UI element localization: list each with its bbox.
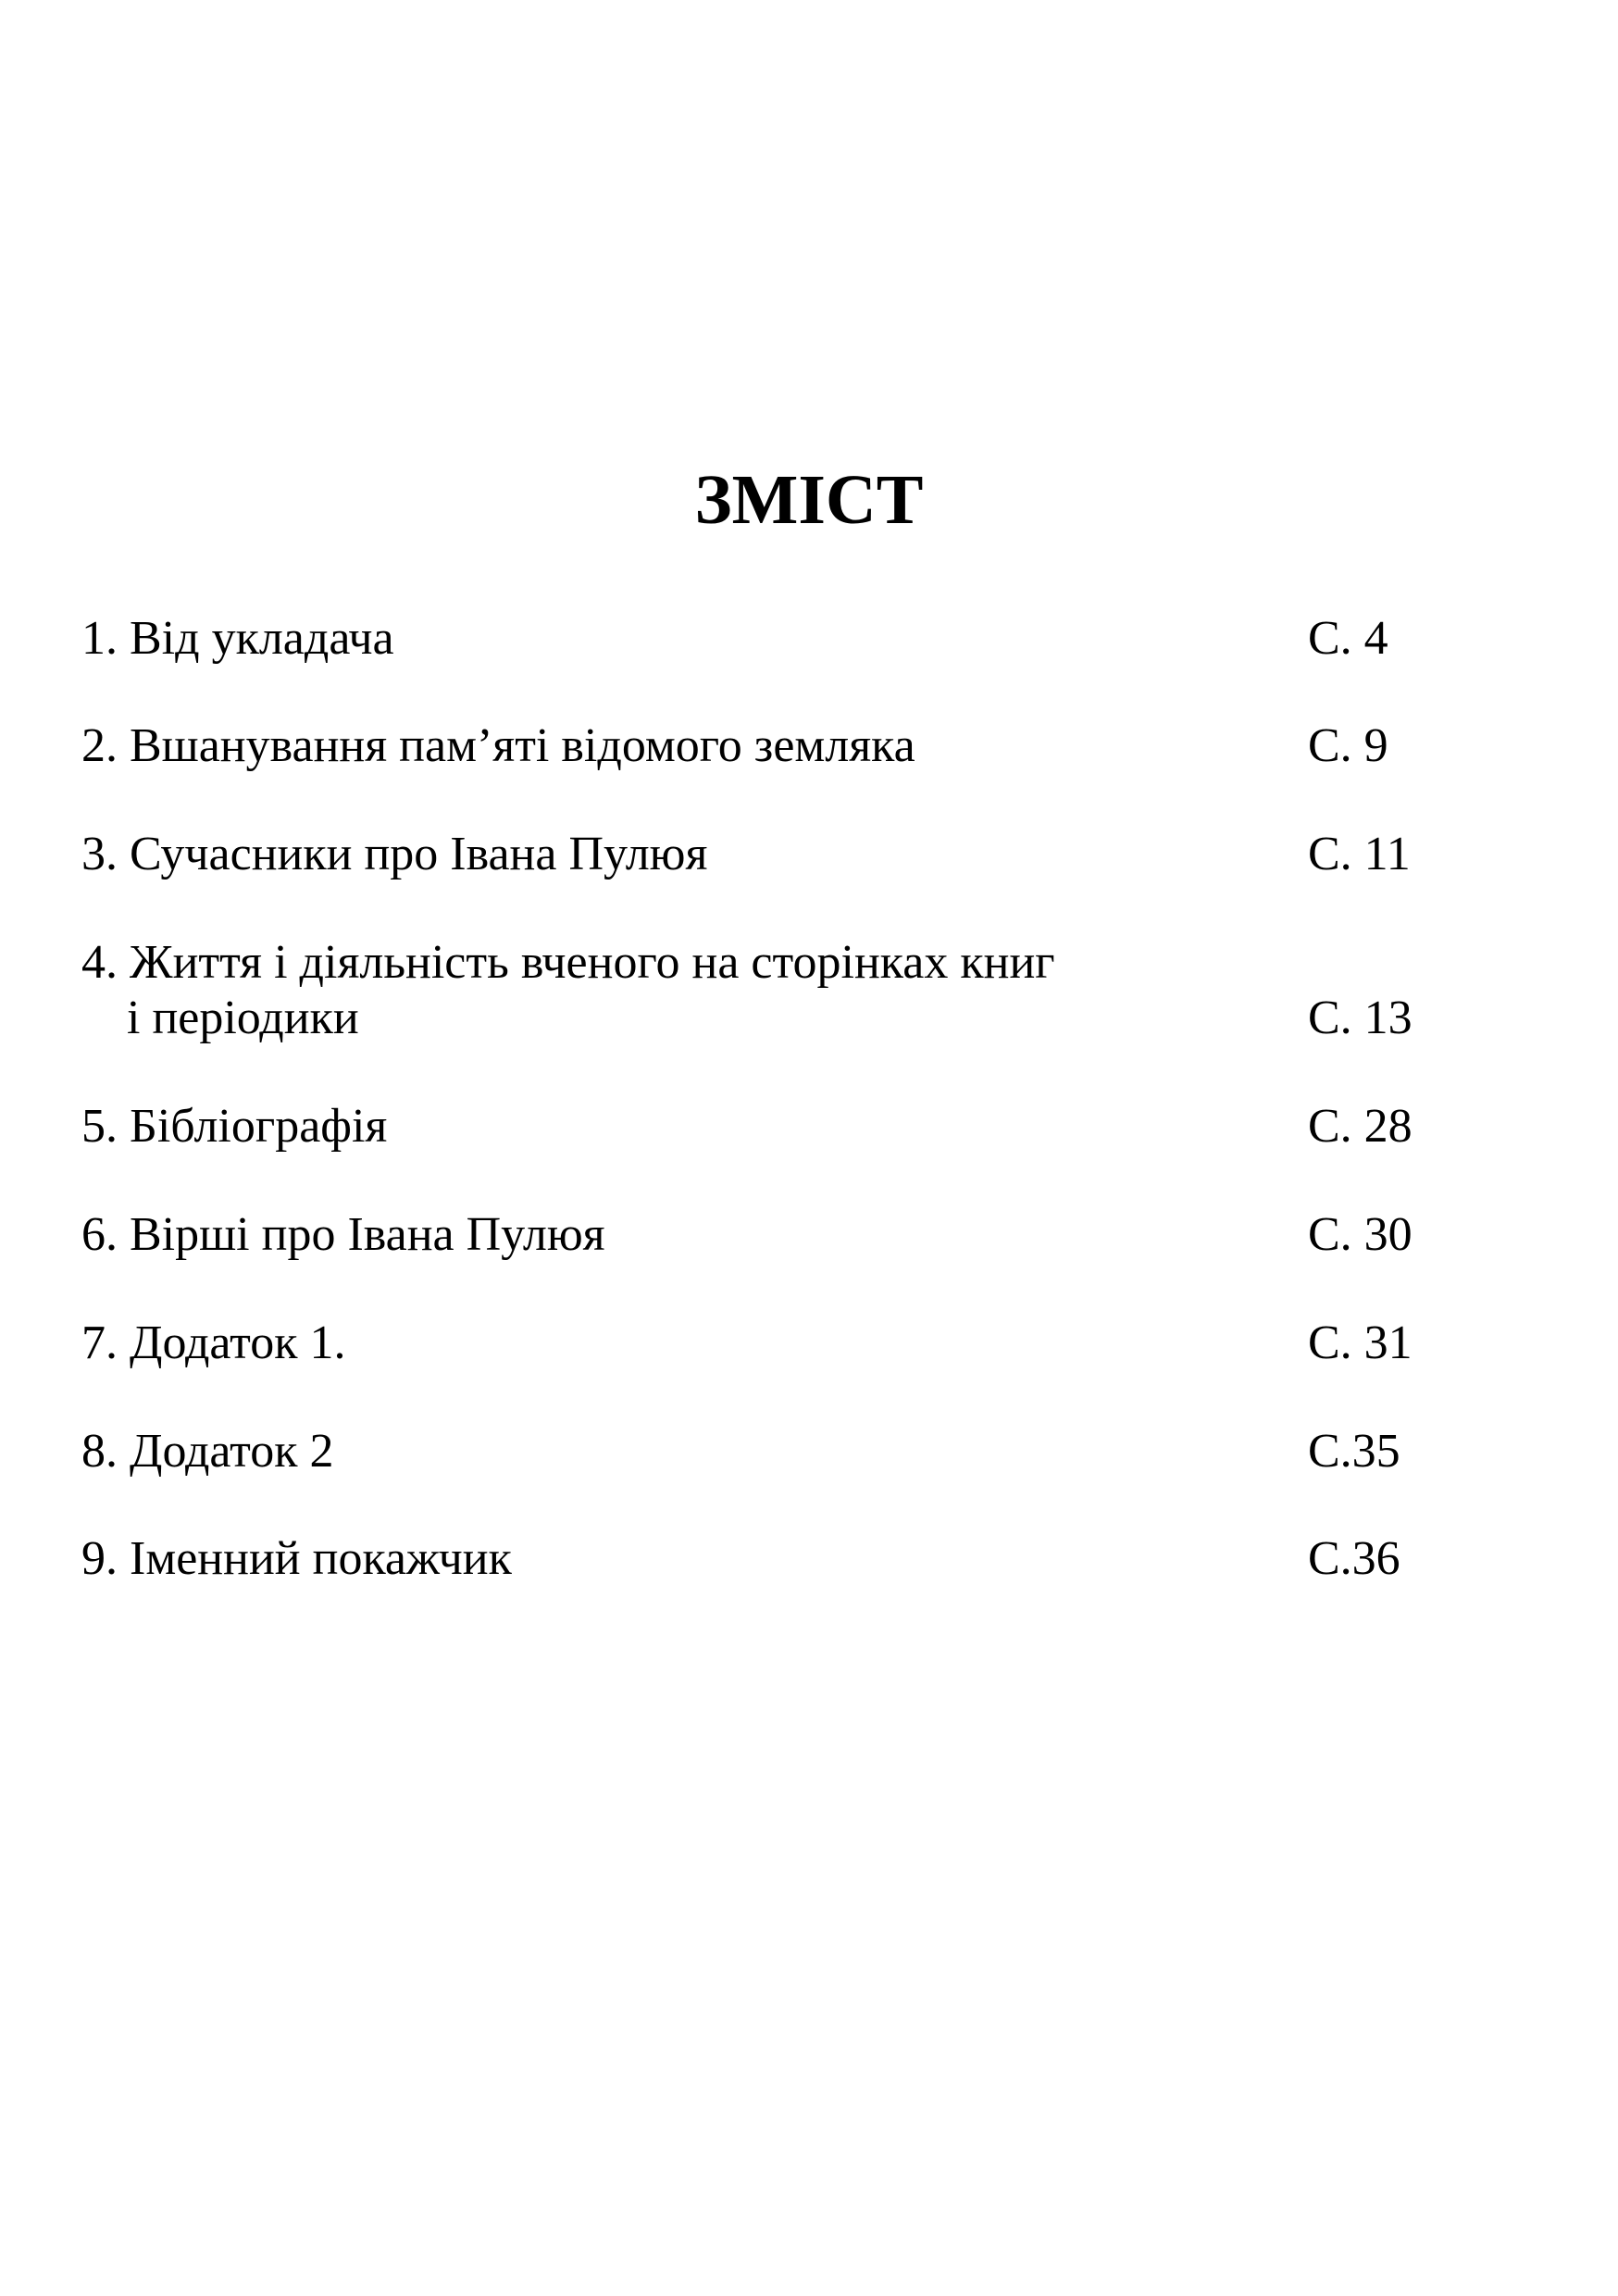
toc-entry-text: Від укладача — [130, 612, 394, 665]
page-title: ЗМІСТ — [694, 461, 924, 539]
toc-entry-page: С. 9 — [1308, 719, 1388, 772]
toc-entry-number: 3. — [81, 828, 118, 880]
toc-entry-title — [81, 1531, 512, 1587]
toc-entry-page: С. 11 — [1308, 828, 1411, 880]
toc-entry-page: С.36 — [1308, 1532, 1400, 1585]
toc-entry-6 — [0, 1207, 1618, 1272]
toc-entry-text: Життя і діяльність вченого на сторінках книг — [130, 936, 1055, 989]
toc-entry-number: 2. — [81, 719, 118, 772]
toc-entry-text: Вшанування пам’яті відомого земляка — [130, 719, 915, 772]
toc-entry-title — [81, 935, 1055, 991]
toc-entry-9 — [0, 1531, 1618, 1596]
toc-entry-number: 1. — [81, 612, 118, 665]
toc-entry-1 — [0, 611, 1618, 676]
toc-entry-number: 5. — [81, 1100, 118, 1153]
toc-entry-title — [81, 1424, 333, 1479]
toc-entry-8 — [0, 1424, 1618, 1489]
toc-entry-title — [81, 1099, 387, 1154]
toc-entry-text: Вірші про Івана Пулюя — [130, 1208, 605, 1261]
toc-entry-5 — [0, 1099, 1618, 1164]
toc-entry-number: 6. — [81, 1208, 118, 1261]
toc-entry-number: 7. — [81, 1316, 118, 1369]
toc-entry-page: С. 13 — [1308, 992, 1413, 1044]
toc-entry-page: С. 4 — [1308, 612, 1388, 665]
toc-entry-3 — [0, 827, 1618, 892]
toc-entry-4 — [0, 935, 1618, 1055]
toc-entry-title — [81, 611, 394, 667]
toc-entry-title — [81, 1207, 605, 1263]
toc-entry-2 — [0, 718, 1618, 783]
toc-entry-page: С. 30 — [1308, 1208, 1413, 1261]
toc-entry-text: Сучасники про Івана Пулюя — [130, 828, 708, 880]
toc-entry-text: Бібліографія — [130, 1100, 388, 1153]
toc-entry-title — [81, 1316, 345, 1371]
toc-entry-number: 8. — [81, 1425, 118, 1478]
toc-entry-page: С. 28 — [1308, 1100, 1413, 1153]
toc-entry-text-line2: і періодики — [127, 992, 359, 1044]
toc-entry-number: 4. — [81, 936, 118, 989]
toc-entry-text: Додаток 1. — [130, 1316, 346, 1369]
toc-entry-number: 9. — [81, 1532, 118, 1585]
toc-entry-text: Додаток 2 — [130, 1425, 334, 1478]
toc-entry-title — [81, 718, 915, 774]
toc-entry-page: С. 31 — [1308, 1316, 1413, 1369]
toc-entry-page: С.35 — [1308, 1425, 1400, 1478]
toc-entry-text: Іменний покажчик — [130, 1532, 512, 1585]
toc-entry-7 — [0, 1316, 1618, 1380]
toc-entry-title — [81, 827, 707, 882]
